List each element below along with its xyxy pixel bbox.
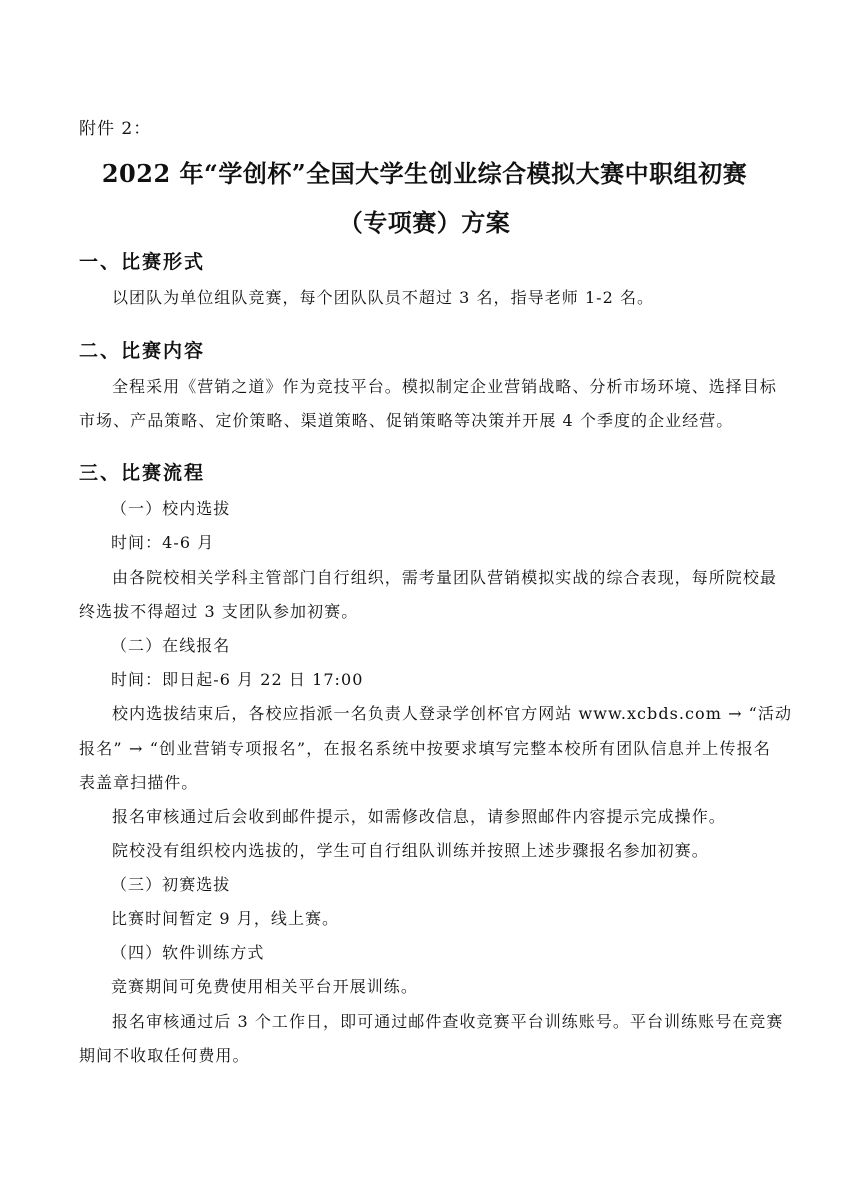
step-4-line-1: 报名审核通过后 3 个工作日，即可通过邮件查收竞赛平台训练账号。平台训练账号在竞赛 <box>112 1012 784 1031</box>
section-heading-content: 二、比赛内容 <box>79 340 206 362</box>
step-3-title: （三）初赛选拔 <box>111 875 231 894</box>
step-1-title: （一）校内选拔 <box>111 499 231 518</box>
document-title-line-1: 2022 年“学创杯”全国大学生创业综合模拟大赛中职组初赛 <box>101 159 748 188</box>
section-content-line-2: 市场、产品策略、定价策略、渠道策略、促销策略等决策并开展 4 个季度的企业经营。 <box>79 411 734 430</box>
document-title-line-2: （专项赛）方案 <box>338 208 511 237</box>
step-2-note-2: 院校没有组织校内选拔的，学生可自行组队训练并按照上述步骤报名参加初赛。 <box>112 841 709 860</box>
section-content-line-1: 全程采用《营销之道》作为竞技平台。模拟制定企业营销战略、分析市场环境、选择目标 <box>112 377 777 396</box>
step-2-title: （二）在线报名 <box>111 636 231 655</box>
section-heading-process: 三、比赛流程 <box>79 462 206 484</box>
step-4-title: （四）软件训练方式 <box>111 943 265 962</box>
step-4-line-2: 期间不收取任何费用。 <box>79 1046 250 1065</box>
section-heading-format: 一、比赛形式 <box>79 251 206 273</box>
attachment-label: 附件 2： <box>79 119 152 139</box>
step-1-time: 时间：4-6 月 <box>111 533 215 552</box>
step-1-line-1: 由各院校相关学科主管部门自行组织，需考量团队营销模拟实战的综合表现，每所院校最 <box>112 568 777 587</box>
step-4-text: 竞赛期间可免费使用相关平台开展训练。 <box>111 977 418 996</box>
step-2-line-3: 表盖章扫描件。 <box>79 773 199 792</box>
step-1-line-2: 终选拔不得超过 3 支团队参加初赛。 <box>79 602 359 621</box>
step-2-line-1: 校内选拔结束后，各校应指派一名负责人登录学创杯官方网站 www.xcbds.com → “活动 <box>112 704 792 723</box>
step-2-line-2: 报名” → “创业营销专项报名”，在报名系统中按要求填写完整本校所有团队信息并上传报名 <box>79 739 771 758</box>
step-2-note-1: 报名审核通过后会收到邮件提示，如需修改信息，请参照邮件内容提示完成操作。 <box>112 807 726 826</box>
step-3-text: 比赛时间暂定 9 月，线上赛。 <box>111 909 340 928</box>
section-format-text: 以团队为单位组队竞赛，每个团队队员不超过 3 名，指导老师 1-2 名。 <box>112 288 655 307</box>
step-2-time: 时间：即日起-6 月 22 日 17:00 <box>111 670 364 689</box>
